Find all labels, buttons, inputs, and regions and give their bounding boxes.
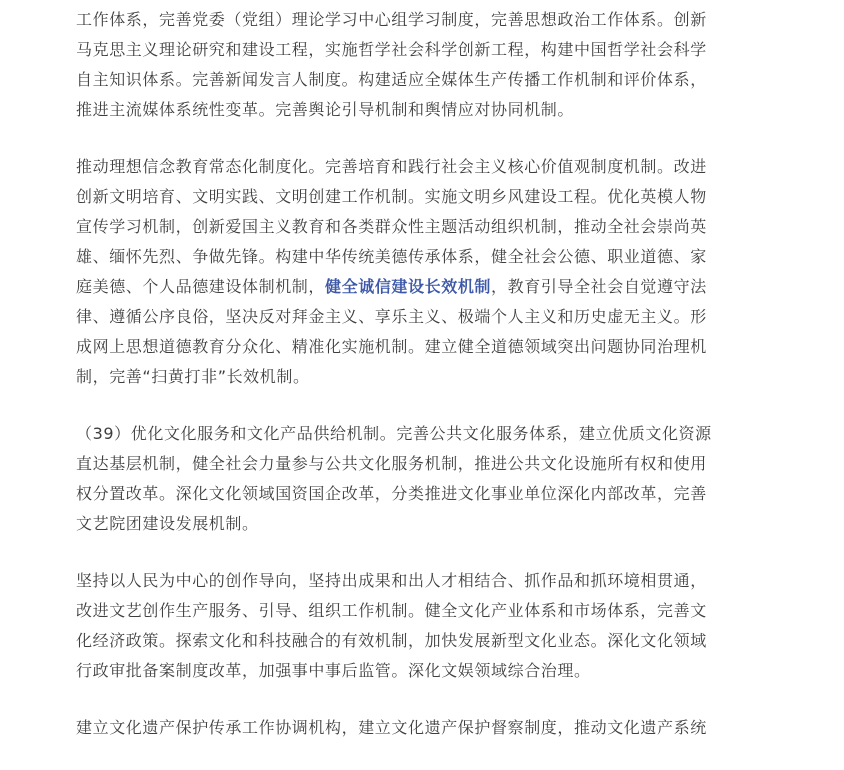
article-paragraph <box>76 713 760 743</box>
text-segment: 成网上思想道德教育分众化、精准化实施机制。建立健全道德领域突出问题协同治理机 <box>76 337 707 356</box>
text-line <box>76 5 760 35</box>
text-segment: 化经济政策。探索文化和科技融合的有效机制，加快发展新型文化业态。深化文化领域 <box>76 631 707 650</box>
text-segment: 权分置改革。深化文化领域国资国企改革，分类推进文化事业单位深化内部改革，完善 <box>76 484 707 503</box>
article-body <box>76 5 760 770</box>
article-paragraph <box>76 152 760 392</box>
text-segment: 坚持以人民为中心的创作导向，坚持出成果和出人才相结合、抓作品和抓环境相贯通， <box>76 571 707 590</box>
text-segment: 推进主流媒体系统性变革。完善舆论引导机制和舆情应对协同机制。 <box>76 100 575 119</box>
text-line <box>76 332 760 362</box>
text-segment: 创新文明培育、文明实践、文明创建工作机制。实施文明乡风建设工程。优化英模人物 <box>76 187 707 206</box>
text-line <box>76 362 760 392</box>
text-line <box>76 95 760 125</box>
text-line <box>76 449 760 479</box>
text-line <box>76 65 760 95</box>
text-line <box>76 656 760 686</box>
text-line <box>76 212 760 242</box>
text-segment: 自主知识体系。完善新闻发言人制度。构建适应全媒体生产传播工作机制和评价体系， <box>76 70 707 89</box>
highlighted-phrase: 健全诚信建设长效机制 <box>325 277 492 296</box>
text-segment: 文艺院团建设发展机制。 <box>76 514 259 533</box>
text-segment: 庭美德、个人品德建设体制机制， <box>76 277 326 296</box>
text-segment: 律、遵循公序良俗，坚决反对拜金主义、享乐主义、极端个人主义和历史虚无主义。形 <box>76 307 707 326</box>
text-segment: 制，完善“扫黄打非”长效机制。 <box>76 367 310 386</box>
text-line <box>76 182 760 212</box>
article-paragraph <box>76 566 760 686</box>
text-segment: ，教育引导全社会自觉遵守法 <box>491 277 707 296</box>
text-line <box>76 302 760 332</box>
text-segment: 马克思主义理论研究和建设工程，实施哲学社会科学创新工程，构建中国哲学社会科学 <box>76 40 707 59</box>
text-line <box>76 272 760 302</box>
article-paragraph <box>76 419 760 539</box>
text-line <box>76 626 760 656</box>
text-line <box>76 242 760 272</box>
text-segment: 推动理想信念教育常态化制度化。完善培育和践行社会主义核心价值观制度机制。改进 <box>76 157 707 176</box>
text-segment: 直达基层机制，健全社会力量参与公共文化服务机制，推进公共文化设施所有权和使用 <box>76 454 707 473</box>
text-segment: 改进文艺创作生产服务、引导、组织工作机制。健全文化产业体系和市场体系，完善文 <box>76 601 707 620</box>
text-segment: 行政审批备案制度改革，加强事中事后监管。深化文娱领域综合治理。 <box>76 661 591 680</box>
text-segment: 建立文化遗产保护传承工作协调机构，建立文化遗产保护督察制度，推动文化遗产系统 <box>76 718 707 737</box>
text-line <box>76 479 760 509</box>
text-segment: 雄、缅怀先烈、争做先锋。构建中华传统美德传承体系，健全社会公德、职业道德、家 <box>76 247 707 266</box>
text-segment: 宣传学习机制，创新爱国主义教育和各类群众性主题活动组织机制，推动全社会崇尚英 <box>76 217 707 236</box>
article-paragraph <box>76 5 760 125</box>
text-line <box>76 566 760 596</box>
text-line <box>76 509 760 539</box>
text-line <box>76 152 760 182</box>
text-line <box>76 35 760 65</box>
text-line <box>76 713 760 743</box>
text-segment: 工作体系，完善党委（党组）理论学习中心组学习制度，完善思想政治工作体系。创新 <box>76 10 707 29</box>
text-segment: （39）优化文化服务和文化产品供给机制。完善公共文化服务体系，建立优质文化资源 <box>76 424 712 443</box>
text-line <box>76 596 760 626</box>
text-line <box>76 419 760 449</box>
